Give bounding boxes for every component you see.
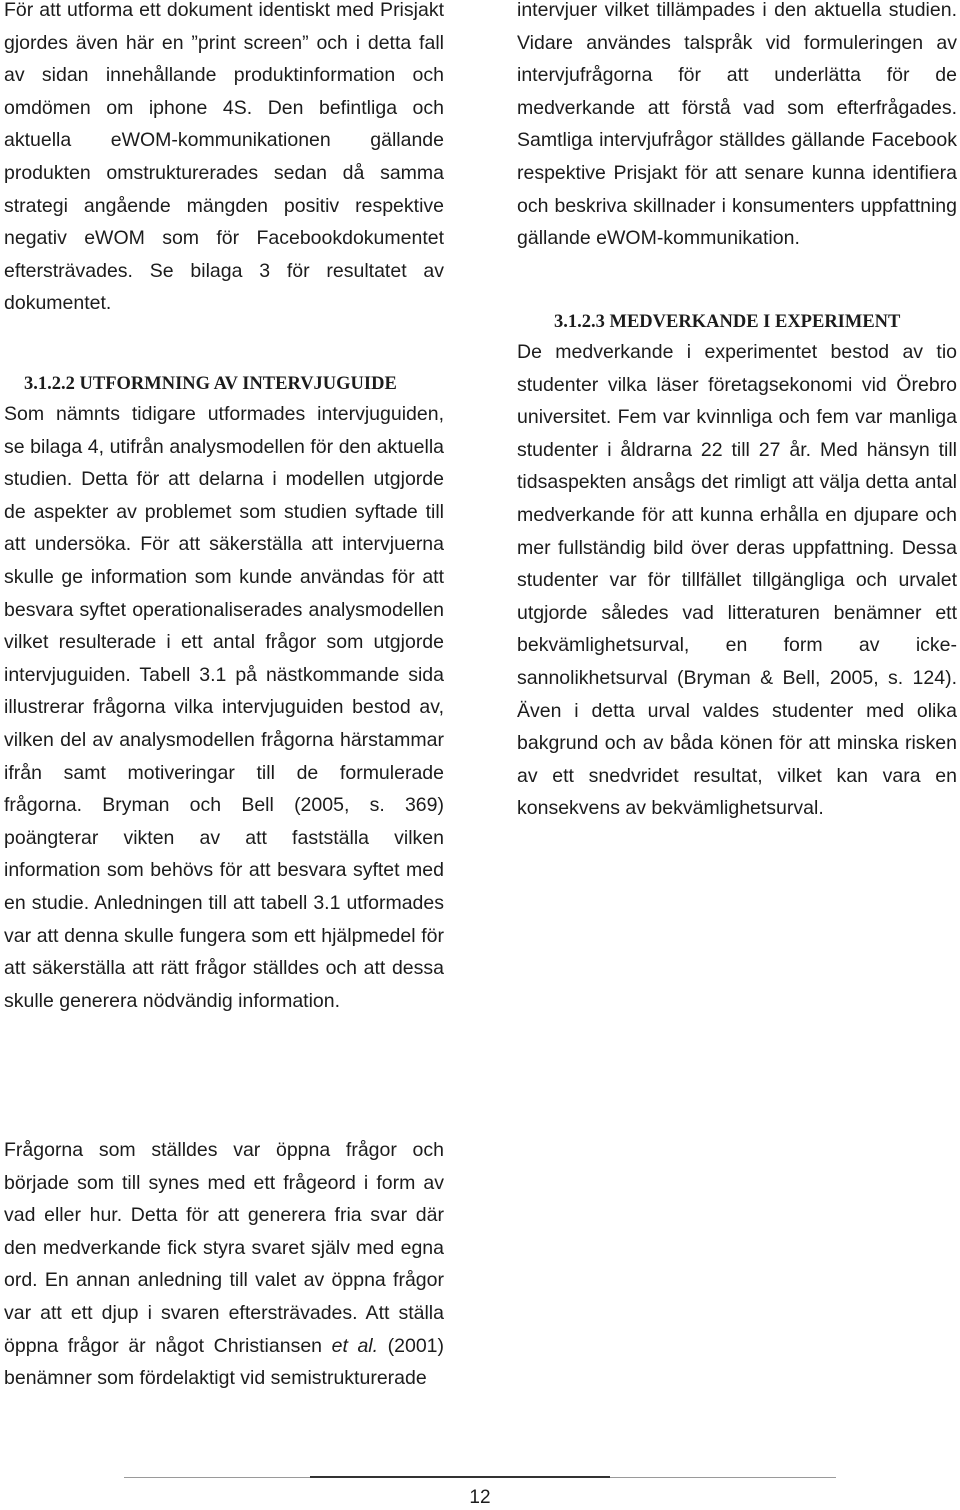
left-paragraph-2: Som nämnts tidigare utformades intervjuguiden, se bilaga 4, utifrån analysmodellen för den aktuella studien. Detta för att delarna i modellen utgjorde de aspekter av problemet som studien syftade till att undersöka. För att säkerställa att intervjuerna skulle ge information som kunde användas för att besvara syftet operationaliserades analysmodellen vilket resulterade i ett antal frågor som utgjorde intervjuguiden. Tabell 3.1 på nästkommande sida illustrerar frågorna vilka intervjuguiden bestod av, vilken del av analysmodellen frågorna härstammar ifrån samt motiveringar till de formulerade frågorna. Bryman och Bell (2005, s. 369) poängterar vikten av att fastställa vilken information som behövs för att besvara syftet med en studie. Anledningen till att tabell 3.1 utformades var att denna skulle fungera som ett hjälpmedel för att säkerställa att rätt frågor ställdes och att dessa skulle generera nödvändig information. (4, 403, 444, 1012)
section-heading-3-1-2-3: 3.1.2.3 MEDVERKANDE I EXPERIMENT (554, 312, 901, 332)
footer-divider-accent (310, 1476, 610, 1478)
section-heading-3-1-2-2: 3.1.2.2 UTFORMNING AV INTERVJUGUIDE (24, 374, 397, 394)
left-paragraph-3-start: Frågorna som ställdes var öppna frågor och började som till synes med ett frågeord i form av vad eller hur. Detta för att generera fria svar där den medverkande fick styra svaret själv med egna ord. En annan anledning till valet av öppna frågor var att ett djup i svaren eftersträvades. Att ställa öppna frågor är något Christiansen (4, 1139, 444, 1357)
left-paragraph-1: För att utforma ett dokument identiskt med Prisjakt gjordes även här en ”print screen” och i detta fall av sidan innehållande produktinformation och omdömen om iphone 4S. Den befintliga och aktuella eWOM-kommunikationen gällande produkten omstrukturerades sedan då samma strategi angående mängden positiv respektive negativ eWOM som för Facebookdokumentet eftersträvades. Se bilaga 3 för resultatet av dokumentet. (4, 0, 444, 315)
left-paragraph-3 (4, 1134, 444, 1395)
right-paragraph-2: De medverkande i experimentet bestod av tio studenter vilka läser företagsekonomi vid Örebro universitet. Fem var kvinnliga och fem var manliga studenter i åldrarna 22 till 27 år. Med hänsyn till tidsaspekten ansågs det rimligt att välja detta antal medverkande för att kunna erhålla en djupare och mer fullständig bild över deras uppfattning. Dessa studenter var för tillfället tillgängliga och urvalet utgjorde således vad litteraturen benämner ett bekvämlighetsurval, en form av icke-sannolikhetsurval (Bryman & Bell, 2005, s. 124). Även i detta urval valdes studenter med olika bakgrund och av båda könen för att minska risken av ett snedvridet resultat, vilket kan vara en konsekvens av bekvämlighetsurval. (517, 341, 957, 820)
left-paragraph-3-end: (2001) benämner som fördelaktigt vid semistrukturerade (4, 1334, 445, 1390)
page-number: 12 (469, 1487, 491, 1508)
right-paragraph-1: intervjuer vilket tillämpades i den aktuella studien. Vidare användes talspråk vid formuleringen av intervjufrågorna för att underlätta för de medverkande att förstå vad som efterfrågades. Samtliga intervjufrågor ställdes gällande Facebook respektive Prisjakt för att senare kunna identifiera och beskriva skillnader i konsumenters uppfattning gällande eWOM-kommunikation. (517, 0, 957, 250)
et-al-emphasis: et al. (331, 1334, 379, 1357)
